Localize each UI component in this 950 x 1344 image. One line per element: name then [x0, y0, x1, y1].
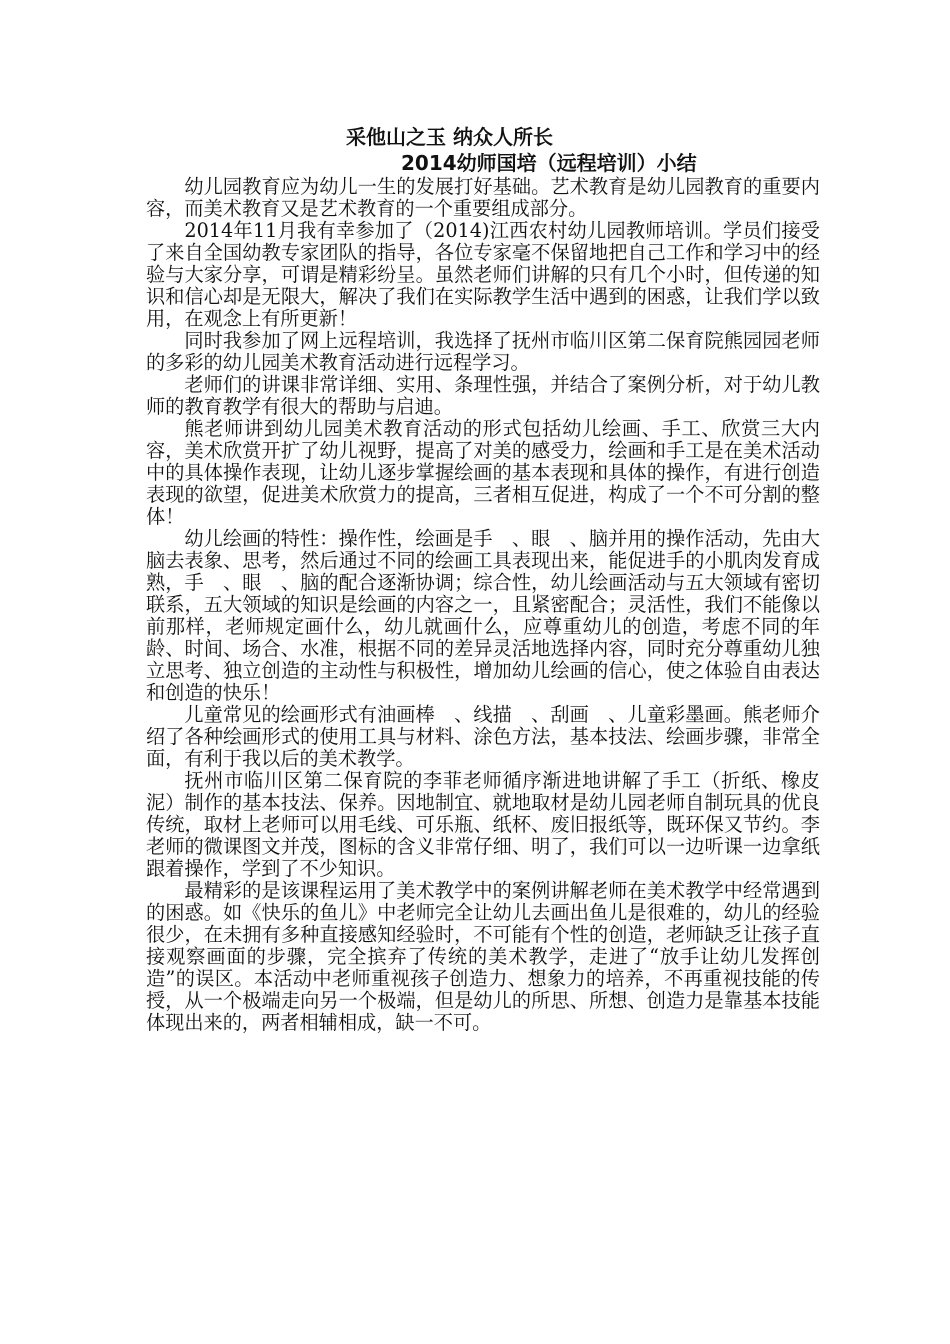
paragraph-art-forms: 熊老师讲到幼儿园美术教育活动的形式包括幼儿绘画、手工、欣赏三大内容，美术欣赏开扩了幼儿视野，提高了对美的感受力，绘画和手工是在美术活动中的具体操作表现，让幼儿逐步掌握绘画的基本表现和具体的操作，有进行创造表现的欲望，促进美术欣赏力的提高，三者相互促进，构成了一个不可分割的整体！ — [146, 417, 820, 528]
paragraph-training: 2014年11月我有幸参加了（2014)江西农村幼儿园教师培训。学员们接受了来自全国幼教专家团队的指导，各位专家毫不保留地把自己工作和学习中的经验与大家分享，可谓是精彩纷呈。虽然老师们讲解的只有几个小时，但传递的知识和信心却是无限大，解决了我们在实际教学生活中遇到的困惑，让我们学以致用，在观念上有所更新！ — [146, 219, 820, 330]
document-title: 采他山之玉 纳众人所长 — [346, 125, 553, 149]
document-body — [146, 124, 820, 1034]
paragraph-handcraft: 抚州市临川区第二保育院的李菲老师循序渐进地讲解了手工（折纸、橡皮泥）制作的基本技法、保养。因地制宜、就地取材是幼儿园老师自制玩具的优良传统，取材上老师可以用毛线、可乐瓶、纸杯、废旧报纸等，既环保又节约。李老师的微课图文并茂，图标的含义非常仔细、明了，我们可以一边听课一边拿纸跟着操作，学到了不少知识。 — [146, 769, 820, 880]
paragraph-drawing-traits: 幼儿绘画的特性：操作性，绘画是手 、眼 、脑并用的操作活动，先由大脑去表象、思考，然后通过不同的绘画工具表现出来，能促进手的小肌肉发育成熟，手 、眼 、脑的配合逐渐协调；综合性，幼儿绘画活动与五大领域有密切联系，五大领域的知识是绘画的内容之一，且紧密配合；灵活性，我们不能像以前那样，老师规定画什么，幼儿就画什么，应尊重幼儿的创造，考虑不同的年龄、时间、场合、水准，根据不同的差异灵活地选择内容，同时充分尊重幼儿独立思考、独立创造的主动性与积极性，增加幼儿绘画的信心，使之体验自由表达和创造的快乐！ — [146, 527, 820, 704]
paragraph-intro: 幼儿园教育应为幼儿一生的发展打好基础。艺术教育是幼儿园教育的重要内容，而美术教育又是艺术教育的一个重要组成部分。 — [146, 175, 820, 220]
paragraph-remote-training: 同时我参加了网上远程培训，我选择了抚州市临川区第二保育院熊园园老师的多彩的幼儿园美术教育活动进行远程学习。 — [146, 329, 820, 374]
paragraph-case-study: 最精彩的是该课程运用了美术教学中的案例讲解老师在美术教学中经常遇到的困惑。如《快乐的鱼儿》中老师完全让幼儿去画出鱼儿是很难的，幼儿的经验很少，在未拥有多种直接感知经验时，不可能有个性的创造，老师缺乏让孩子直接观察画面的步骤，完全摈弃了传统的美术教学，走进了“放手让幼儿发挥创造”的误区。本活动中老师重视孩子创造力、想象力的培养，不再重视技能的传授，从一个极端走向另一个极端，但是幼儿的所思、所想、创造力是靠基本技能体现出来的，两者相辅相成，缺一不可。 — [146, 879, 820, 1034]
paragraph-lectures: 老师们的讲课非常详细、实用、条理性强，并结合了案例分析，对于幼儿教师的教育教学有很大的帮助与启迪。 — [146, 373, 820, 418]
document-subtitle: 2014幼师国培（远程培训）小结 — [401, 151, 697, 175]
paragraph-drawing-forms: 儿童常见的绘画形式有油画棒 、线描 、刮画 、儿童彩墨画。熊老师介绍了各种绘画形式的使用工具与材料、涂色方法，基本技法、绘画步骤，非常全面，有利于我以后的美术教学。 — [146, 703, 820, 770]
